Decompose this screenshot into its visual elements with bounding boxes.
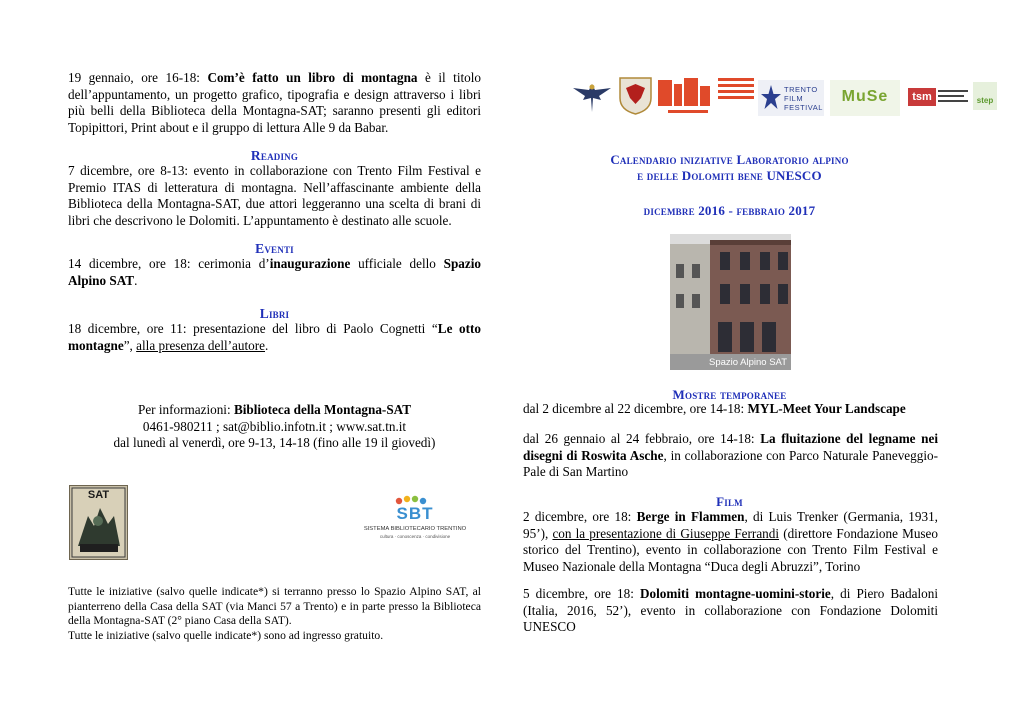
mostre-heading: Mostre temporanee [672,387,787,402]
sat-logo [69,485,128,560]
sbt-caption: SISTEMA BIBLIOTECARIO TRENTINO [363,526,467,532]
calendar-dates: dicembre 2016 - febbraio 2017 [643,203,816,218]
eagle-icon [571,80,613,116]
trento-film-festival-logo [758,80,824,116]
intro-paragraph: 19 gennaio, ore 16-18: Com’è fatto un libro di montagna è il titolo dell’appuntamento, un progetto grafico, tipografia e design attraverso i libri più belli della Biblioteca della Montagna-SAT; saranno presenti gli editori Topipittori, Print about e il gruppo di lettura Alle 9 da Babar. [68,70,482,135]
mostre-item-2: dal 26 gennaio al 24 febbraio, ore 14-18: La fluitazione del legname nei disegni di Roswita Asche, in collaborazione con Parco Naturale Paneveggio-Pale di San Martino [523,431,939,480]
reading-paragraph: 7 dicembre, ore 8-13: evento in collaborazione con Trento Film Festival e Premio ITAS di letteratura di montagna. Nell’affascinante ambiente della Biblioteca della Montagna-SAT, due attori leggeranno una scelta di brani di libri che descrivono le Dolomiti. L’appuntamento è destinato alle scuole. [68,163,481,228]
muse-logo: MuSe [830,80,900,116]
crest-logo [618,76,653,116]
reading-heading: Reading [250,148,299,163]
libri-paragraph: 18 dicembre, ore 11: presentazione del libro di Paolo Cognetti “Le otto montagne”, alla presenza dell’autore. [68,321,481,353]
film-item-1: 2 dicembre, ore 18: Berge in Flammen, di Luis Trenker (Germania, 1931, 95’), con la presentazione di Giuseppe Ferrandi (direttore Fondazione Museo storico del Trentino), evento in collaborazione con Trento Film Festival e Museo Nazionale della Montagna “Duca degli Abruzzi”, Torino [523,509,938,574]
star-icon [760,83,782,113]
film-heading: Film [716,494,743,509]
building-photo-icon [670,234,791,370]
trentino-logo [658,76,756,116]
mostre-item-1: dal 2 dicembre al 22 dicembre, ore 14-18: MYL-Meet Your Landscape [523,401,906,416]
photo-caption: Spazio Alpino SAT [709,357,787,368]
sbt-mark: SBT [396,504,434,523]
libri-heading: Libri [259,306,290,321]
crest-icon [618,76,653,116]
footer-notes: Tutte le iniziative (salvo quelle indicate*) si terranno presso lo Spazio Alpino SAT, al pianterreno della Casa della SAT (via Manci 57 a Trento) e in parte presso la Biblioteca della Montagna-SAT (2° piano Casa della SAT). Tutte le iniziative (salvo quelle indicate*) sono ad ingresso gratuito. [68,585,481,642]
tsm-text-lines-icon [938,88,970,108]
sat-logo-text: SAT [87,489,110,501]
eventi-paragraph: 14 dicembre, ore 18: cerimonia d’inaugurazione ufficiale dello Spazio Alpino SAT. [68,256,481,288]
eagle-logo [571,80,613,116]
tff-text: TRENTO FILM FESTIVAL [784,85,823,112]
sbt-logo [350,495,480,543]
tsm-logo: tsm [908,84,970,112]
sbt-subcaption: cultura · conoscenza · condivisione [379,534,451,539]
film-item-2: 5 dicembre, ore 18: Dolomiti montagne-uomini-storie, di Piero Badaloni (Italia, 2016, 52’), evento in collaborazione con Fondazione Dolomiti UNESCO [523,586,938,635]
calendar-title: Calendario iniziative Laboratorio alpino e delle Dolomiti bene UNESCO [610,152,849,183]
spazio-alpino-photo [670,234,791,370]
intro-title: Com’è fatto un libro di montagna [207,70,418,85]
trentino-icon [658,76,756,116]
eventi-heading: Eventi [255,241,294,256]
step-logo: step [973,82,997,110]
info-block: Per informazioni: Biblioteca della Montagna-SAT 0461-980211 ; sat@biblio.infotn.it ; www.sat.tn.it dal lunedì al venerdì, ore 9-13, 14-18 (fino alle 19 il giovedì) [113,402,436,451]
